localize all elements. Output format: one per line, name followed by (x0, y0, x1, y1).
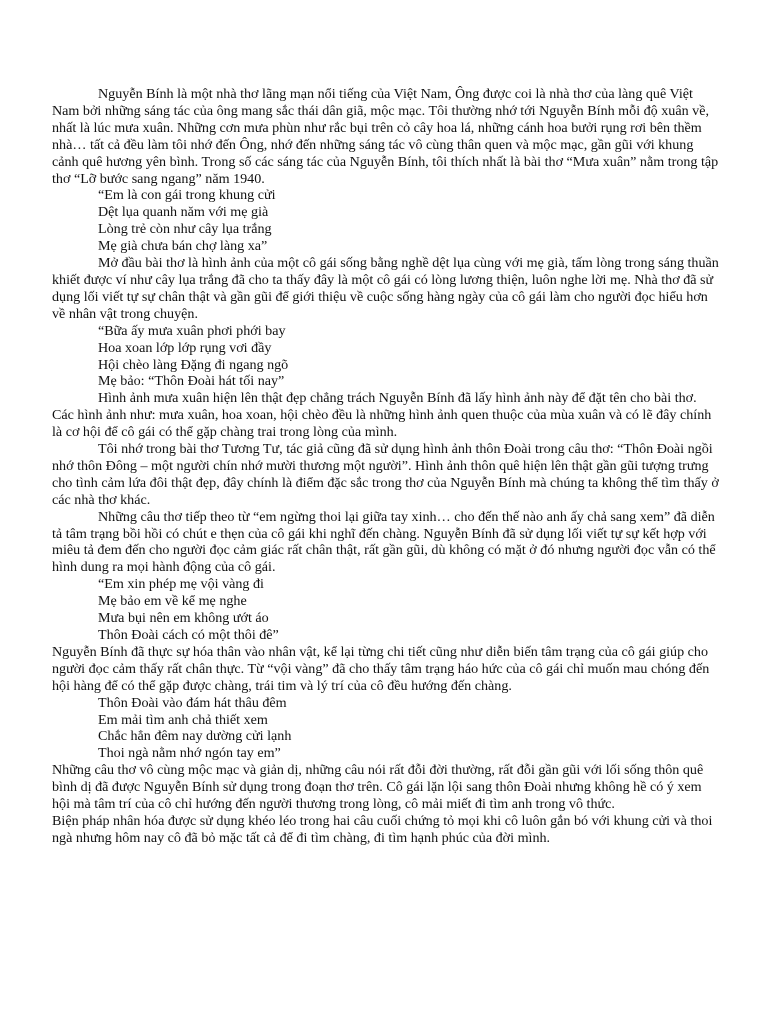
verse-line: “Em xin phép mẹ vội vàng đi (98, 576, 264, 593)
verse-line: Hoa xoan lớp lớp rụng vơi đầy (98, 339, 272, 356)
paragraph-analysis-4: Những câu thơ tiếp theo từ “em ngừng thoi lại giữa tay xinh… cho đến thế nào anh ấy chả sang xem” đã diễn tả tâm trạng bồi hồi có chút e thẹn của cô gái khi nghĩ đến chàng. Nguyễn Bính đã sử dụng lối viết tự sự kết hợp với miêu tả đem đến cho người đọc cảm giác rất chân thật, rất gần gũi, dù không có mặt ở đó nhưng người đọc vẫn có thể hình dung ra mọi hành động của cô gái. (52, 508, 716, 576)
paragraph-analysis-3: Tôi nhớ trong bài thơ Tương Tư, tác giả cũng đã sử dụng hình ảnh thôn Đoài trong câu thơ: “Thôn Đoài ngồi nhớ thôn Đông – một người chín nhớ mười thương một người”. Hình ảnh thôn quê hiện lên thật gần gũi tượng trưng cho tình cảm lứa đôi thật đẹp, đây chính là điểm đặc sắc trong thơ của Nguyễn Bính mà chúng ta không thể tìm thấy ở các nhà thơ khác. (52, 441, 719, 508)
verse-line: Mẹ bảo: “Thôn Đoài hát tối nay” (98, 373, 285, 390)
verse-line: “Bữa ấy mưa xuân phơi phới bay (98, 322, 286, 339)
document-page (52, 86, 720, 847)
verse-line: Lòng trẻ còn như cây lụa trắng (98, 221, 272, 238)
verse-line: Mẹ già chưa bán chợ làng xa” (98, 238, 268, 255)
verse-line: Dệt lụa quanh năm với mẹ già (98, 204, 269, 221)
verse-line: Hội chèo làng Đặng đi ngang ngõ (98, 356, 289, 373)
verse-line: Em mải tìm anh chả thiết xem (98, 711, 268, 728)
paragraph-conclusion: Biện pháp nhân hóa được sử dụng khéo léo trong hai câu cuối chứng tỏ mọi khi cô luôn gắn bó với khung cửi và thoi ngà nhưng hôm nay cô đã bỏ mặc tất cả để đi tìm chàng, đi tìm hạnh phúc của đời mình. (52, 812, 713, 846)
paragraph-analysis-6: Những câu thơ vô cùng mộc mạc và giản dị, những câu nói rất đỗi đời thường, rất đỗi gần gũi với lối sống thôn quê bình dị đã được Nguyễn Bính sử dụng trong đoạn thơ trên. Cô gái lặn lội sang thôn Đoài nhưng không hề có ý xem hội mà tâm trí của cô chỉ hướng đến người thương trong lòng, cô mải miết đi tìm anh trong vô thức. (52, 762, 704, 813)
verse-line: Thôn Đoài vào đám hát thâu đêm (98, 694, 287, 711)
verse-line: Mẹ bảo em về kể mẹ nghe (98, 593, 247, 610)
verse-line: “Em là con gái trong khung cửi (98, 187, 276, 204)
verse-line: Mưa bụi nên em không ướt áo (98, 610, 269, 627)
verse-line: Chắc hẳn đêm nay dường cửi lạnh (98, 728, 292, 745)
paragraph-analysis-2: Hình ảnh mưa xuân hiện lên thật đẹp chẳng trách Nguyễn Bính đã lấy hình ảnh này để đặt tên cho bài thơ. Các hình ảnh như: mưa xuân, hoa xoan, hội chèo đều là những hình ảnh quen thuộc của mùa xuân và có lẽ đây chính là cơ hội để cô gái có thể gặp chàng trai trong lòng của mình. (52, 390, 712, 441)
paragraph-analysis-1: Mở đầu bài thơ là hình ảnh của một cô gái sống bằng nghề dệt lụa cùng với mẹ già, tấm lòng trong sáng thuần khiết được ví như cây lụa trắng đã cho ta thấy đây là một cô gái có lòng lương thiện, luôn nghe lời mẹ. Nhà thơ đã sử dụng lối viết tự sự chân thật và gần gũi để giới thiệu về cuộc sống hàng ngày của cô gái làm cho người đọc hiểu hơn về nhân vật trong chuyện. (52, 255, 719, 322)
paragraph-analysis-5: Nguyễn Bính đã thực sự hóa thân vào nhân vật, kể lại từng chi tiết cũng như diễn biến tâm trạng của cô gái giúp cho người đọc cảm thấy rất chân thực. Từ “vội vàng” đã cho thấy tâm trạng háo hức của cô gái chỉ muốn mau chóng đến hội hàng để có thể gặp được chàng, trái tim và lý trí của cô đều hướng đến chàng. (52, 643, 710, 694)
paragraph-intro: Nguyễn Bính là một nhà thơ lãng mạn nổi tiếng của Việt Nam, Ông được coi là nhà thơ của làng quê Việt Nam bởi những sáng tác của ông mang sắc thái dân giã, mộc mạc. Tôi thường nhớ tới Nguyễn Bính mỗi độ xuân về, nhất là lúc mưa xuân. Những cơn mưa phùn như rắc bụi trên cỏ cây hoa lá, những cánh hoa bưởi rụng rơi bên thềm nhà… tất cả đều làm tôi nhớ đến Ông, nhớ đến những sáng tác vô cùng thân quen và mộc mạc, gần gũi với khung cảnh quê hương yên bình. Trong số các sáng tác của Nguyễn Bính, tôi thích nhất là bài thơ “Mưa xuân” nằm trong tập thơ “Lỡ bước sang ngang” năm 1940. (52, 86, 719, 187)
verse-line: Thoi ngà nằm nhớ ngón tay em” (98, 745, 281, 762)
verse-line: Thôn Đoài cách có một thôi đê” (98, 627, 279, 643)
